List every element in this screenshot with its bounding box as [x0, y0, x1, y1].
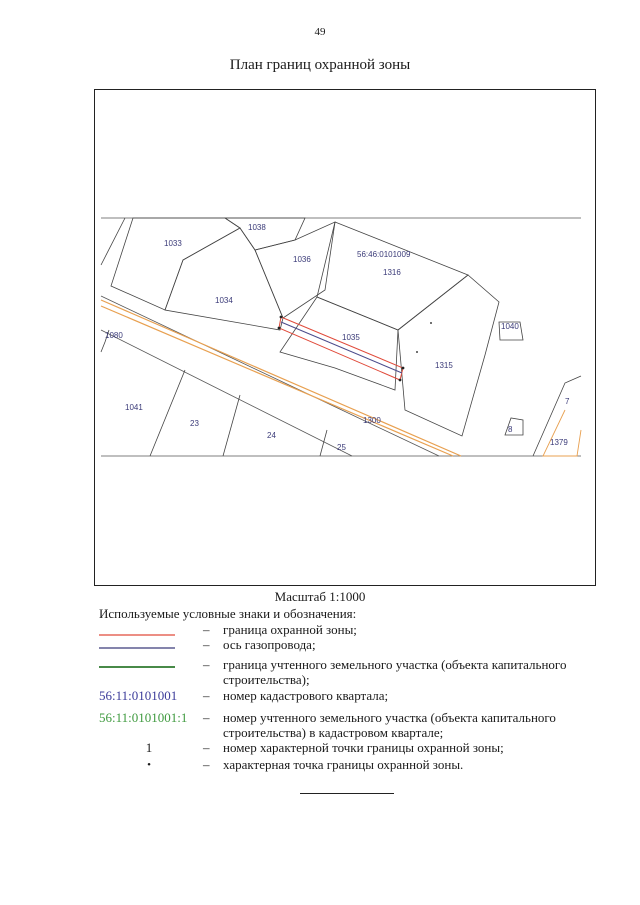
legend-text: граница охранной зоны;	[223, 622, 357, 637]
label-1316: 1316	[383, 268, 401, 277]
page-number: 49	[314, 26, 326, 38]
document-title: План границ охранной зоны	[229, 57, 411, 73]
legend-text: характерная точка границы охранной зоны.	[223, 757, 464, 772]
label-8: 8	[508, 425, 513, 434]
parcel-line-icon	[99, 657, 199, 673]
label-1035: 1035	[342, 333, 360, 342]
parcel-left-edge	[101, 218, 125, 265]
label-23: 23	[190, 419, 199, 428]
map-frame	[94, 89, 596, 586]
parcel-divider-1	[150, 370, 185, 456]
legend-dash: –	[203, 622, 210, 637]
label-1315: 1315	[435, 361, 453, 370]
label-quarter: 56:46:0101009	[357, 250, 411, 259]
zone-point-1	[280, 316, 283, 319]
zone-point-3	[399, 379, 402, 382]
gas-axis	[281, 322, 402, 373]
legend-dash: –	[203, 710, 210, 725]
label-1080: 1080	[105, 331, 123, 340]
legend-dash: –	[203, 657, 210, 672]
parcel-divider-2	[223, 395, 240, 456]
legend-zone-symbol	[99, 622, 199, 638]
bottom-rule	[300, 793, 394, 794]
legend-text: номер характерной точки границы охранной зоны;	[223, 740, 504, 755]
map-dot-1	[430, 322, 432, 324]
label-1034: 1034	[215, 296, 233, 305]
protection-zone	[278, 316, 432, 382]
legend-point-number: 1	[145, 740, 153, 755]
label-1040: 1040	[501, 322, 519, 331]
label-24: 24	[267, 431, 276, 440]
legend-parcel-symbol	[99, 657, 199, 673]
label-7: 7	[565, 397, 570, 406]
parcel-1315	[398, 275, 499, 436]
point-marker-icon: •	[147, 759, 151, 771]
parcel-1034	[165, 228, 283, 330]
legend-dash: –	[203, 757, 210, 772]
scale-label: Масштаб 1:1000	[274, 589, 366, 604]
parcel-1379-boundary	[543, 410, 581, 456]
legend-heading: Используемые условные знаки и обозначения:	[99, 606, 357, 621]
zone-point-4	[278, 327, 281, 330]
legend-parcel-code: 56:11:0101001:1	[99, 710, 188, 725]
legend-text: граница учтенного земельного участка (объекта капитального строительства);	[223, 657, 567, 687]
legend-text: номер кадастрового квартала;	[223, 688, 389, 703]
legend-quarter-code: 56:11:0101001	[99, 688, 178, 703]
cadastral-map	[95, 90, 595, 585]
label-1036: 1036	[293, 255, 311, 264]
gas-line-icon	[99, 637, 199, 653]
legend-dash: –	[203, 637, 210, 652]
legend-text: ось газопровода;	[223, 637, 316, 652]
parcel-1036	[255, 222, 335, 318]
parcel-1035	[280, 297, 398, 390]
zone-point-2	[402, 367, 405, 370]
legend-gas-symbol	[99, 637, 199, 653]
map-dot-2	[416, 351, 418, 353]
label-1038: 1038	[248, 223, 266, 232]
legend-dash: –	[203, 688, 210, 703]
label-25: 25	[337, 443, 346, 452]
zone-line-icon	[99, 622, 199, 638]
label-1300: 1300	[363, 416, 381, 425]
label-1033: 1033	[164, 239, 182, 248]
label-1041: 1041	[125, 403, 143, 412]
legend-text: номер учтенного земельного участка (объекта капитального строительства) в кадастровом квартале;	[223, 710, 556, 740]
legend-dash: –	[203, 740, 210, 755]
label-1379: 1379	[550, 438, 568, 447]
